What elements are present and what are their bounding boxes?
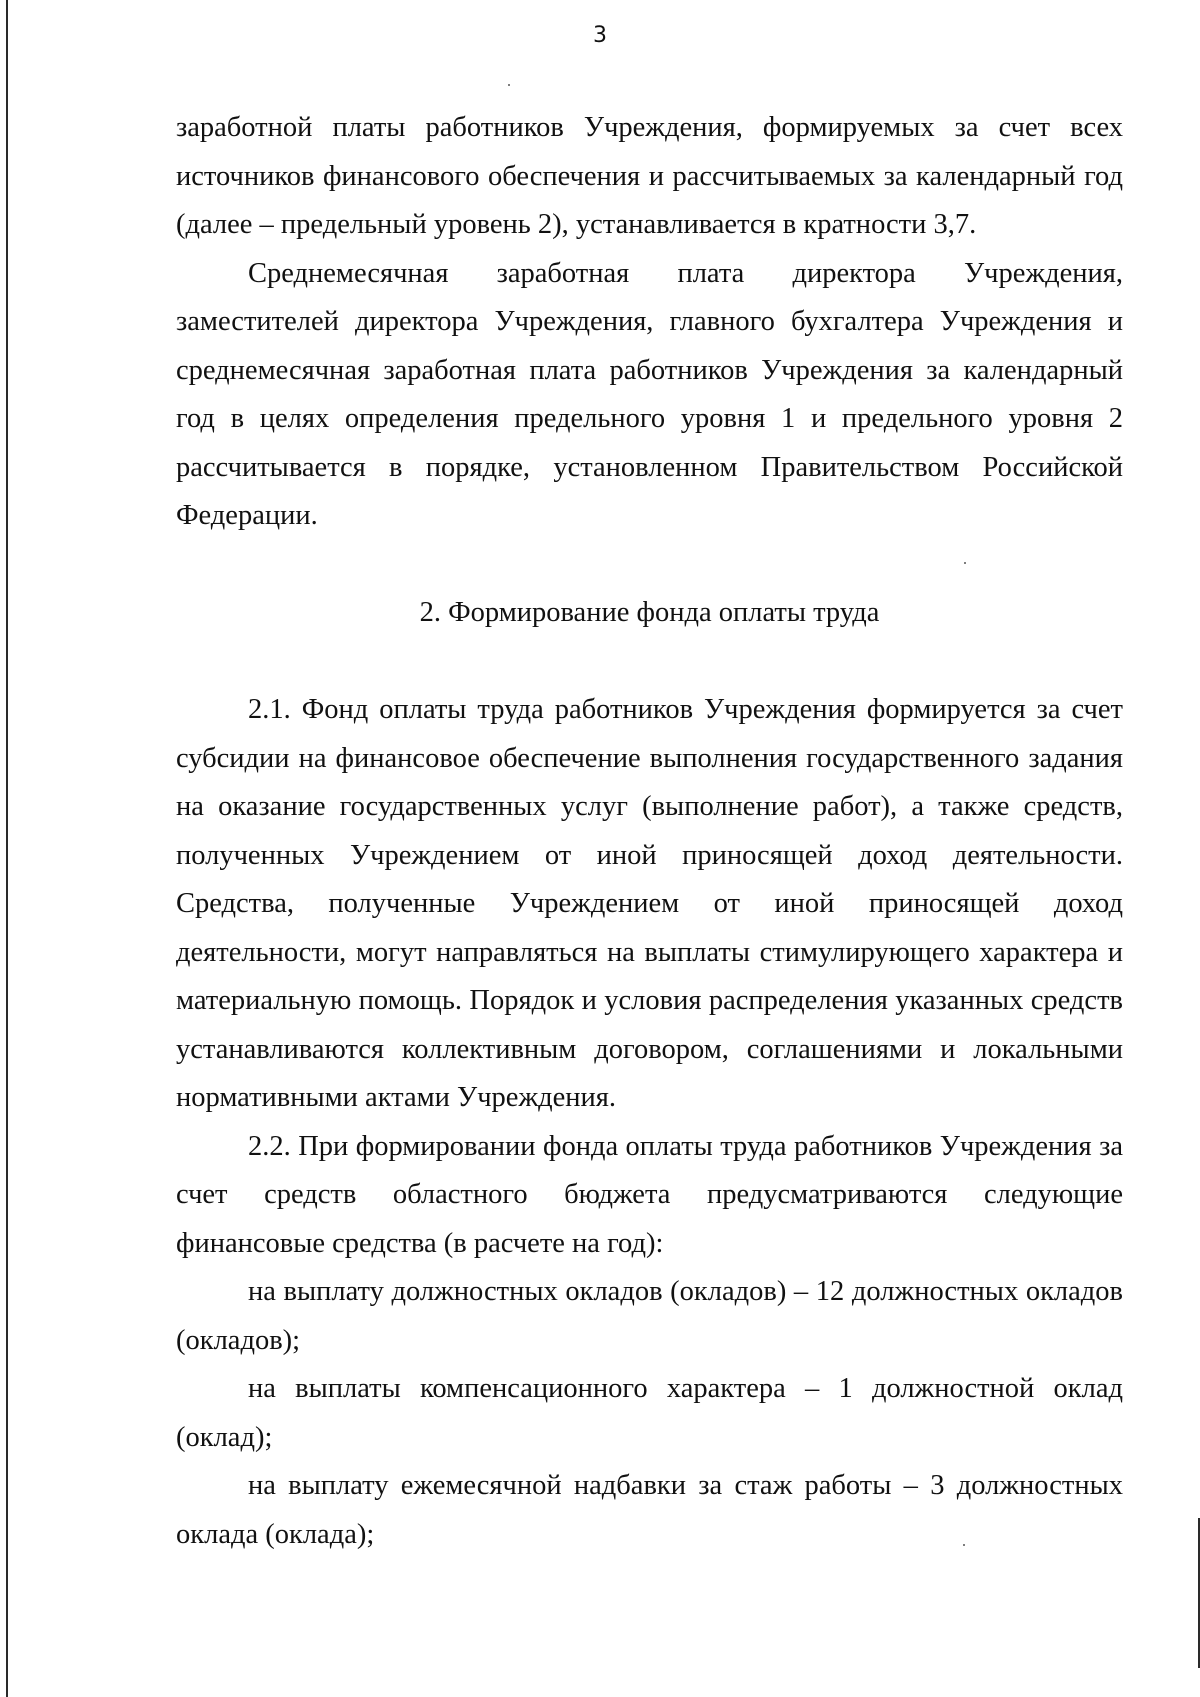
list-item: на выплату должностных окладов (окладов) – 12 должностных окладов (окладов);: [176, 1276, 1123, 1356]
section-heading: 2. Формирование фонда оплаты труда: [419, 597, 880, 628]
scan-edge-left: [6, 0, 8, 1697]
list-item: на выплату ежемесячной надбавки за стаж работы – 3 должностных оклада (оклада);: [176, 1470, 1123, 1550]
paragraph-2-1: 2.1. Фонд оплаты труда работников Учреждения формируется за счет субсидии на финансовое обеспечение выполнения государственного задания на оказание государственных услуг (выполнение работ), а также средств, полученных Учреждением от иной приносящей доход деятельности. Средства, полученные Учреждением от иной приносящей доход деятельности, могут направляться на выплаты стимулирующего характера и материальную помощь. Порядок и условия распределения указанных средств устанавливаются коллективным договором, соглашениями и локальными нормативными актами Учреждения.: [176, 694, 1123, 1113]
spacer: [176, 541, 1123, 590]
scan-speck: [508, 84, 510, 86]
list-item: на выплаты компенсационного характера – 1 должностной оклад (оклад);: [176, 1373, 1123, 1453]
page-number: 3: [593, 23, 607, 48]
paragraph-average-salary: Среднемесячная заработная плата директора Учреждения, заместителей директора Учреждения, главного бухгалтера Учреждения и среднемесячная заработная плата работников Учреждения за календарный год в целях определения предельного уровня 1 и предельного уровня 2 рассчитывается в порядке, установленном Правительством Российской Федерации.: [176, 257, 1123, 531]
spacer: [176, 638, 1123, 687]
paragraph-2-2: 2.2. При формировании фонда оплаты труда работников Учреждения за счет средств областного бюджета предусматриваются следующие финансовые средства (в расчете на год):: [176, 1130, 1123, 1259]
document-body: [176, 104, 1123, 1559]
paragraph-continuation: заработной платы работников Учреждения, формируемых за счет всех источников финансового обеспечения и рассчитываемых за календарный год (далее – предельный уровень 2), устанавливается в кратности 3,7.: [176, 112, 1123, 240]
